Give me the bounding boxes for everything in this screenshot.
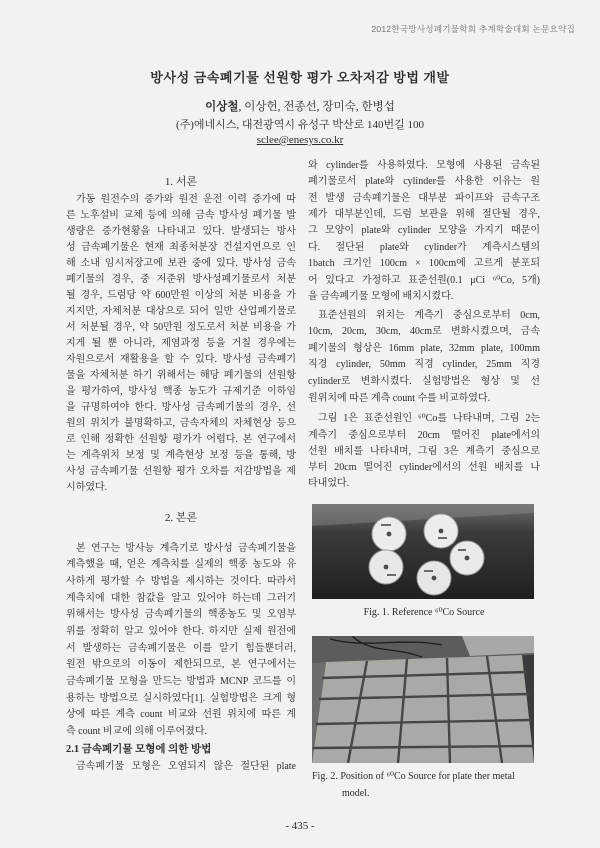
text-line: 지지만, 자체처분 대상으로 되어 일반 산업폐기물로 xyxy=(66,305,296,317)
section-heading-main-body: 2. 본론 xyxy=(164,512,198,524)
text-line: 1batch 크기인 100cm × 100cm에 고르게 분포되 xyxy=(308,258,540,270)
text-line: 가동 원전수의 증가와 원전 운전 이력 증가에 따 xyxy=(76,193,296,205)
text-line: 원위치에 따른 계측 count 수를 비교하였다. xyxy=(308,392,491,404)
section-heading-introduction: 1. 서론 xyxy=(164,176,198,188)
figure-reference-paragraph xyxy=(308,411,540,492)
disc-label-mark xyxy=(458,549,466,551)
text-line: 될 경우, 드럼당 약 600만원 이상의 처분 비용을 가 xyxy=(66,289,296,301)
affiliation: (주)에네시스, 대전광역시 유성구 박산로 140번길 100 xyxy=(175,119,425,131)
text-line: 물을 자체처분 하기 위해서는 해당 폐기물의 선원항 xyxy=(66,370,296,382)
text-line: 른 노후설비 교체 등에 의해 금속 방사성 폐기물 발 xyxy=(66,209,296,221)
text-line: cylinder로 변화시켰다. 실험방법은 형상 및 선 xyxy=(308,376,540,388)
presenting-author: 이상철 xyxy=(205,101,239,113)
disc-center-dot xyxy=(387,532,392,537)
disc-label-mark xyxy=(438,537,447,539)
source-disc xyxy=(450,541,484,575)
source-disc xyxy=(372,517,406,551)
text-line: 직경 cylinder, 50mm 직경 cylinder, 25mm 직경 xyxy=(308,359,540,371)
paper-title: 방사성 금속폐기물 선원항 평가 오차저감 방법 개발 xyxy=(150,70,450,85)
text-line: 다. 절단된 plate와 cylinder가 계측시스템의 xyxy=(308,241,540,253)
main-body-paragraph xyxy=(66,541,296,741)
co-authors: , 이상헌, 전종선, 장미숙, 한병섭 xyxy=(238,101,395,113)
disc-center-dot xyxy=(439,529,444,534)
text-line: 부터 20cm 떨어진 cylinder에서의 선원 배치를 나 xyxy=(308,462,540,474)
text-line: 본 연구는 방사능 계측기로 방사성 금속폐기물을 xyxy=(76,542,296,554)
source-disc xyxy=(369,550,403,584)
text-line: 로 인해 정확한 선원항 평가가 어렵다. 본 연구에서 xyxy=(66,434,296,446)
text-line: 는 계측위치 보정 및 계측현상 보정 등을 통해, 방 xyxy=(66,450,296,462)
text-line: 계측했을 때, 얻은 계측치를 실제의 핵종 농도와 유 xyxy=(66,559,296,571)
text-line: 상에 따른 계측 count 비교와 선원 위치에 따른 계 xyxy=(66,709,296,721)
text-line: 타내었다. xyxy=(308,478,350,490)
text-line: 금속폐기물 모형은 오염되지 않은 절단된 plate xyxy=(76,760,296,772)
text-line: 을 평가하여, 방사성 핵종 농도가 규제기준 이하임 xyxy=(66,386,296,398)
figure-1-photo xyxy=(312,504,534,599)
text-line: 용하는 방법으로 실시하였다[1]. 실험방법은 크게 형 xyxy=(66,692,296,704)
text-line: 폐기물의 형상은 16mm plate, 32mm plate, 100mm xyxy=(308,342,540,354)
figure-2 xyxy=(312,636,534,763)
text-line: 성 금속폐기물은 현재 최종처분장 건설지연으로 인 xyxy=(66,241,296,253)
bright-reflection xyxy=(462,636,534,656)
text-line: 시하였다. xyxy=(66,482,108,494)
text-line: 계측치에 대한 참값을 알고 있어야 하는데 그러기 xyxy=(66,592,296,604)
text-line: 폐기물로서 plate와 cylinder를 사용한 이유는 원 xyxy=(308,176,540,188)
author-list xyxy=(0,98,600,114)
caption-line: Fig. 2. Position of ⁶⁰Co Source for plate ther metal xyxy=(312,770,515,782)
text-line: 을 금속폐기물 모형에 배치시켰다. xyxy=(308,290,454,302)
source-disc xyxy=(424,514,458,548)
model-description-paragraph xyxy=(308,158,540,306)
text-line: 서 발생하는 금속폐기물은 이를 알기 힘들뿐더러, xyxy=(66,642,296,654)
subsection-2-1-paragraph xyxy=(66,759,296,775)
source-disc xyxy=(417,561,451,595)
text-line: 전 발생 금속폐기물은 대부분 파이프와 금속구조 xyxy=(308,192,540,204)
text-line: 생량은 증가현황을 나타내고 있다. 발생되는 방사 xyxy=(66,225,296,237)
text-line: 위해서는 방사성 금속폐기물의 핵종농도 및 오염부 xyxy=(66,609,296,621)
subsection-heading-2-1: 2.1 금속폐기물 모형에 의한 방법 xyxy=(66,744,212,755)
author-email: sclee@enesys.co.kr xyxy=(256,134,344,146)
page-number: - 435 - xyxy=(285,820,315,832)
text-line: 폐기물의 경우, 중 저준위 방사성폐기물로서 처분 xyxy=(66,273,296,285)
text-line: 사성 금속폐기물 선원항 평가 오차를 저감방법을 제 xyxy=(66,466,296,478)
text-line: 어 있다고 가정하고 표준선원(0.1 μCi ⁶⁰Co, 5개) xyxy=(308,274,540,286)
text-line: 10cm, 20cm, 30cm, 40cm로 변화시켰으며, 금속 xyxy=(308,326,540,338)
figure-2-photo xyxy=(312,636,534,763)
text-line: 금속폐기물 모형을 만드는 방법과 MCNP 코드를 이 xyxy=(66,676,296,688)
text-line: 위를 정확히 알고 있어야 한다. 하지만 실제 원전에 xyxy=(66,626,296,638)
text-line: 원전 밖으로의 이동이 제한되므로, 본 연구에서는 xyxy=(66,659,296,671)
running-header: 2012한국방사성폐기물학회 추계학술대회 논문요약집 xyxy=(371,24,575,34)
text-line: 선원 배치를 나타내며, 그림 3은 계측기 중심으로 xyxy=(308,445,540,457)
disc-center-dot xyxy=(465,556,470,561)
text-line: 측 count 비교에 의해 이루어졌다. xyxy=(66,726,207,738)
figure-2-caption xyxy=(312,768,540,802)
text-line: 원의 위치가 불명확하고, 금속자체의 자체현상 등으 xyxy=(66,418,296,430)
text-line: 지게 될 뿐 아니라, 제염과정 등을 거칠 경우에는 xyxy=(66,337,296,349)
text-line: 계측기 중심으로부터 20cm 떨어진 plate에서의 xyxy=(308,429,540,441)
text-line: 그 모양이 plate와 cylinder 모양을 가지기 때문이 xyxy=(308,225,540,237)
text-line: 그림 1은 표준선원인 ⁶⁰Co를 나타내며, 그림 2는 xyxy=(318,413,540,425)
introduction-paragraph xyxy=(66,192,296,497)
figure-1-caption xyxy=(308,606,540,620)
source-position-paragraph xyxy=(308,308,540,408)
text-line: 와 cylinder를 사용하였다. 모형에 사용된 금속된 xyxy=(308,159,540,171)
text-line: 자원으로서 재활용을 할 수 있다. 방사성 금속폐기 xyxy=(66,353,296,365)
text-line: 사하게 평가할 수 방법을 제시하는 것이다. 따라서 xyxy=(66,575,296,587)
text-line: 제가 대부분인데, 드럼 보관을 위해 절단될 경우, xyxy=(308,208,540,220)
caption-line: model. xyxy=(342,787,370,799)
disc-label-mark xyxy=(387,574,396,576)
disc-center-dot xyxy=(432,576,437,581)
email-line xyxy=(0,134,600,146)
disc-center-dot xyxy=(384,565,389,570)
text-line: 표준선원의 위치는 계측기 중심으로부터 0cm, xyxy=(318,309,540,321)
figure-1 xyxy=(312,504,534,599)
text-line: 해 소내 임시저장고에 보관 중에 있다. 방사성 금속 xyxy=(66,257,296,269)
disc-label-mark xyxy=(424,570,433,572)
disc-label-mark xyxy=(381,524,391,526)
text-line: 을 규명하여야 한다. 방사성 금속폐기물의 경우, 선 xyxy=(66,402,296,414)
caption-line: Fig. 1. Reference ⁶⁰Co Source xyxy=(363,607,485,618)
text-line: 서 처분될 경우, 약 50만원 정도로서 처분 비용을 가 xyxy=(66,321,296,333)
